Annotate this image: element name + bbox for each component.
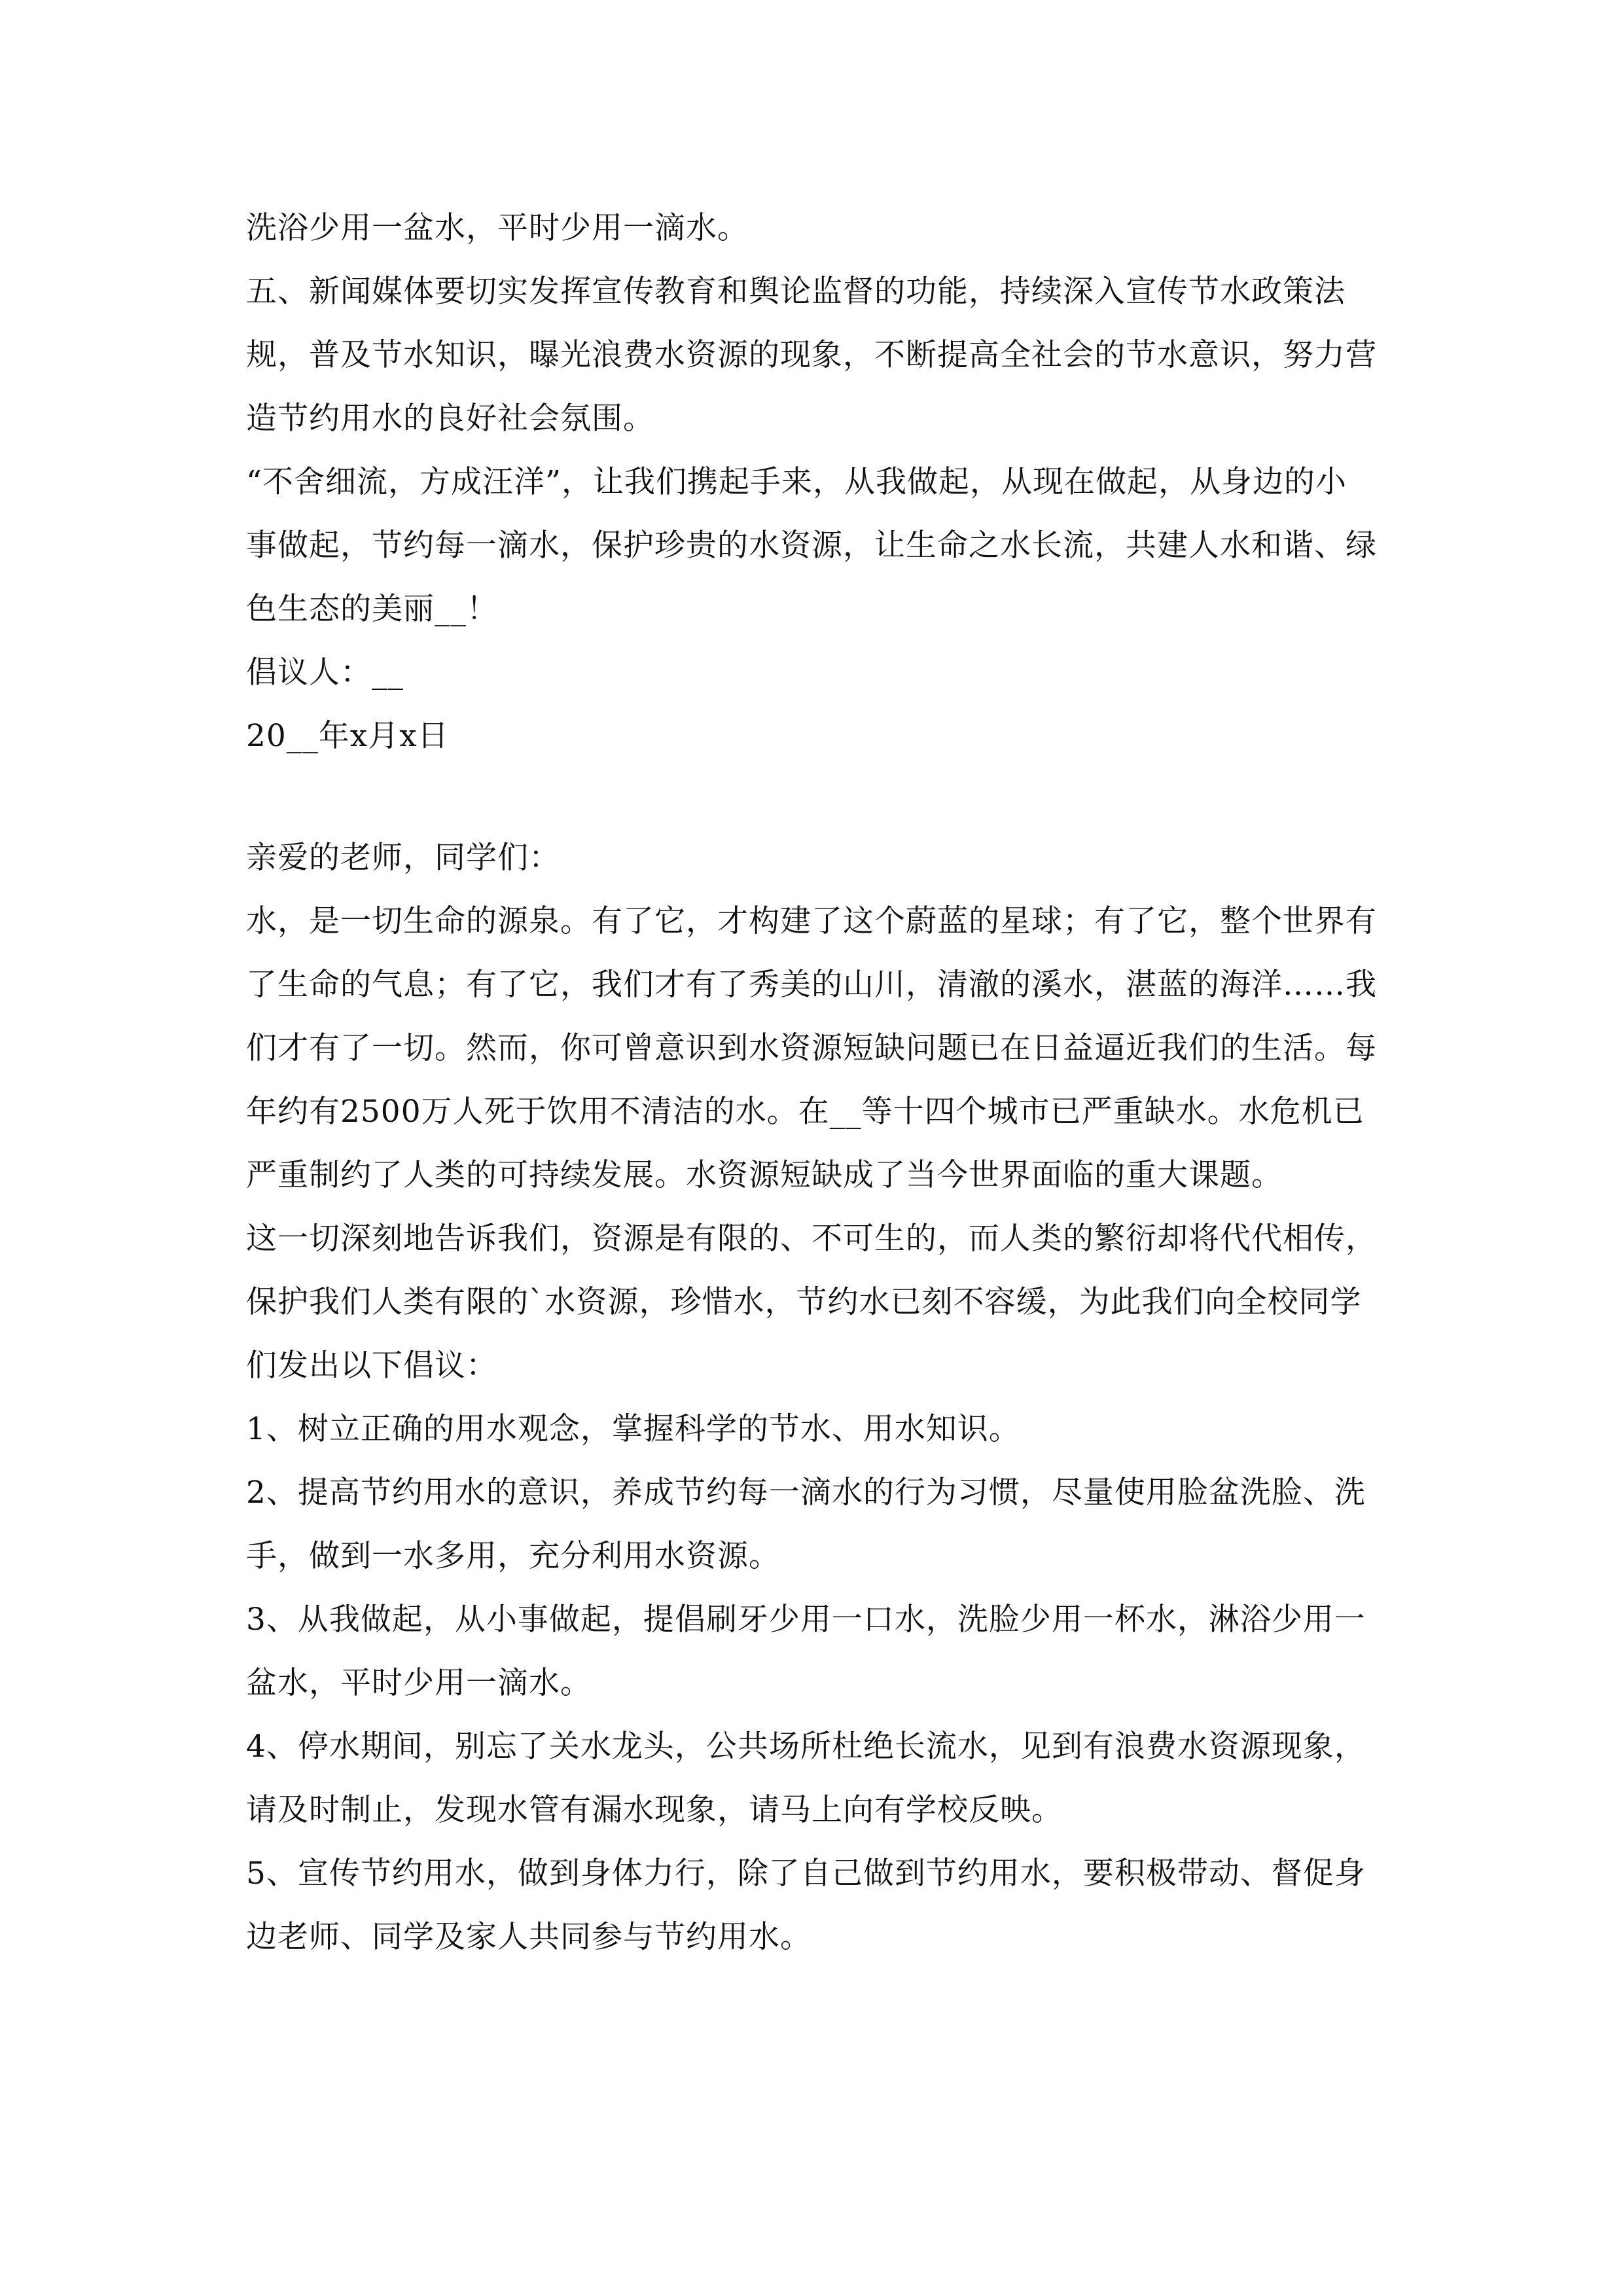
proposal-item-3: 3、从我做起，从小事做起，提倡刷牙少用一口水，洗脸少用一杯水，淋浴少用一盆水，平时少用一滴水。 [246, 1602, 1366, 1701]
school-water-saving-proposal [246, 826, 1378, 1969]
proposal-item-5: 5、宣传节约用水，做到身体力行，除了自己做到节约用水，要积极带动、督促身边老师、同学及家人共同参与节约用水。 [246, 1856, 1366, 1955]
paragraph-proposal-intro: 这一切深刻地告诉我们，资源是有限的、不可生的，而人类的繁衍却将代代相传，保护我们人类有限的`水资源，珍惜水，节约水已刻不容缓，为此我们向全校同学们发出以下倡议： [246, 1221, 1377, 1384]
greeting-line: 亲爱的老师，同学们： [246, 840, 560, 876]
paragraph-media-publicity: 五、新闻媒体要切实发挥宣传教育和舆论监督的功能，持续深入宣传节水政策法规，普及节水知识，曝光浪费水资源的现象，不断提高全社会的节水意识，努力营造节约用水的良好社会氛围。 [246, 274, 1377, 437]
proposal-ending-section [246, 196, 1378, 768]
proposal-item-4: 4、停水期间，别忘了关水龙头，公共场所杜绝长流水，见到有浪费水资源现象，请及时制止，发现水管有漏水现象，请马上向有学校反映。 [246, 1729, 1366, 1828]
proposal-item-1: 1、树立正确的用水观念，掌握科学的节水、用水知识。 [246, 1411, 1020, 1447]
date-line: 20__年x月x日 [246, 718, 449, 754]
paragraph-water-importance: 水，是一切生命的源泉。有了它，才构建了这个蔚蓝的星球；有了它，整个世界有了生命的气息；有了它，我们才有了秀美的山川，清澈的溪水，湛蓝的海洋……我们才有了一切。然而，你可曾意识到水资源短缺问题已在日益逼近我们的生活。每年约有2500万人死于饮用不清洁的水。在__等十四个城市已严重缺水。水危机已严重制约了人类的可持续发展。水资源短缺成了当今世界面临的重大课题。 [246, 903, 1377, 1193]
paragraph-call-to-action: “不舍细流，方成汪洋”，让我们携起手来，从我做起，从现在做起，从身边的小事做起，节约每一滴水，保护珍贵的水资源，让生命之水长流，共建人水和谐、绿色生态的美丽__！ [246, 464, 1377, 627]
proposer-line: 倡议人：__ [246, 655, 404, 691]
proposal-item-2: 2、提高节约用水的意识，养成节约每一滴水的行为习惯，尽量使用脸盆洗脸、洗手，做到一水多用，充分利用水资源。 [246, 1475, 1366, 1574]
paragraph-bath-water: 洗浴少用一盆水，平时少用一滴水。 [246, 210, 749, 246]
